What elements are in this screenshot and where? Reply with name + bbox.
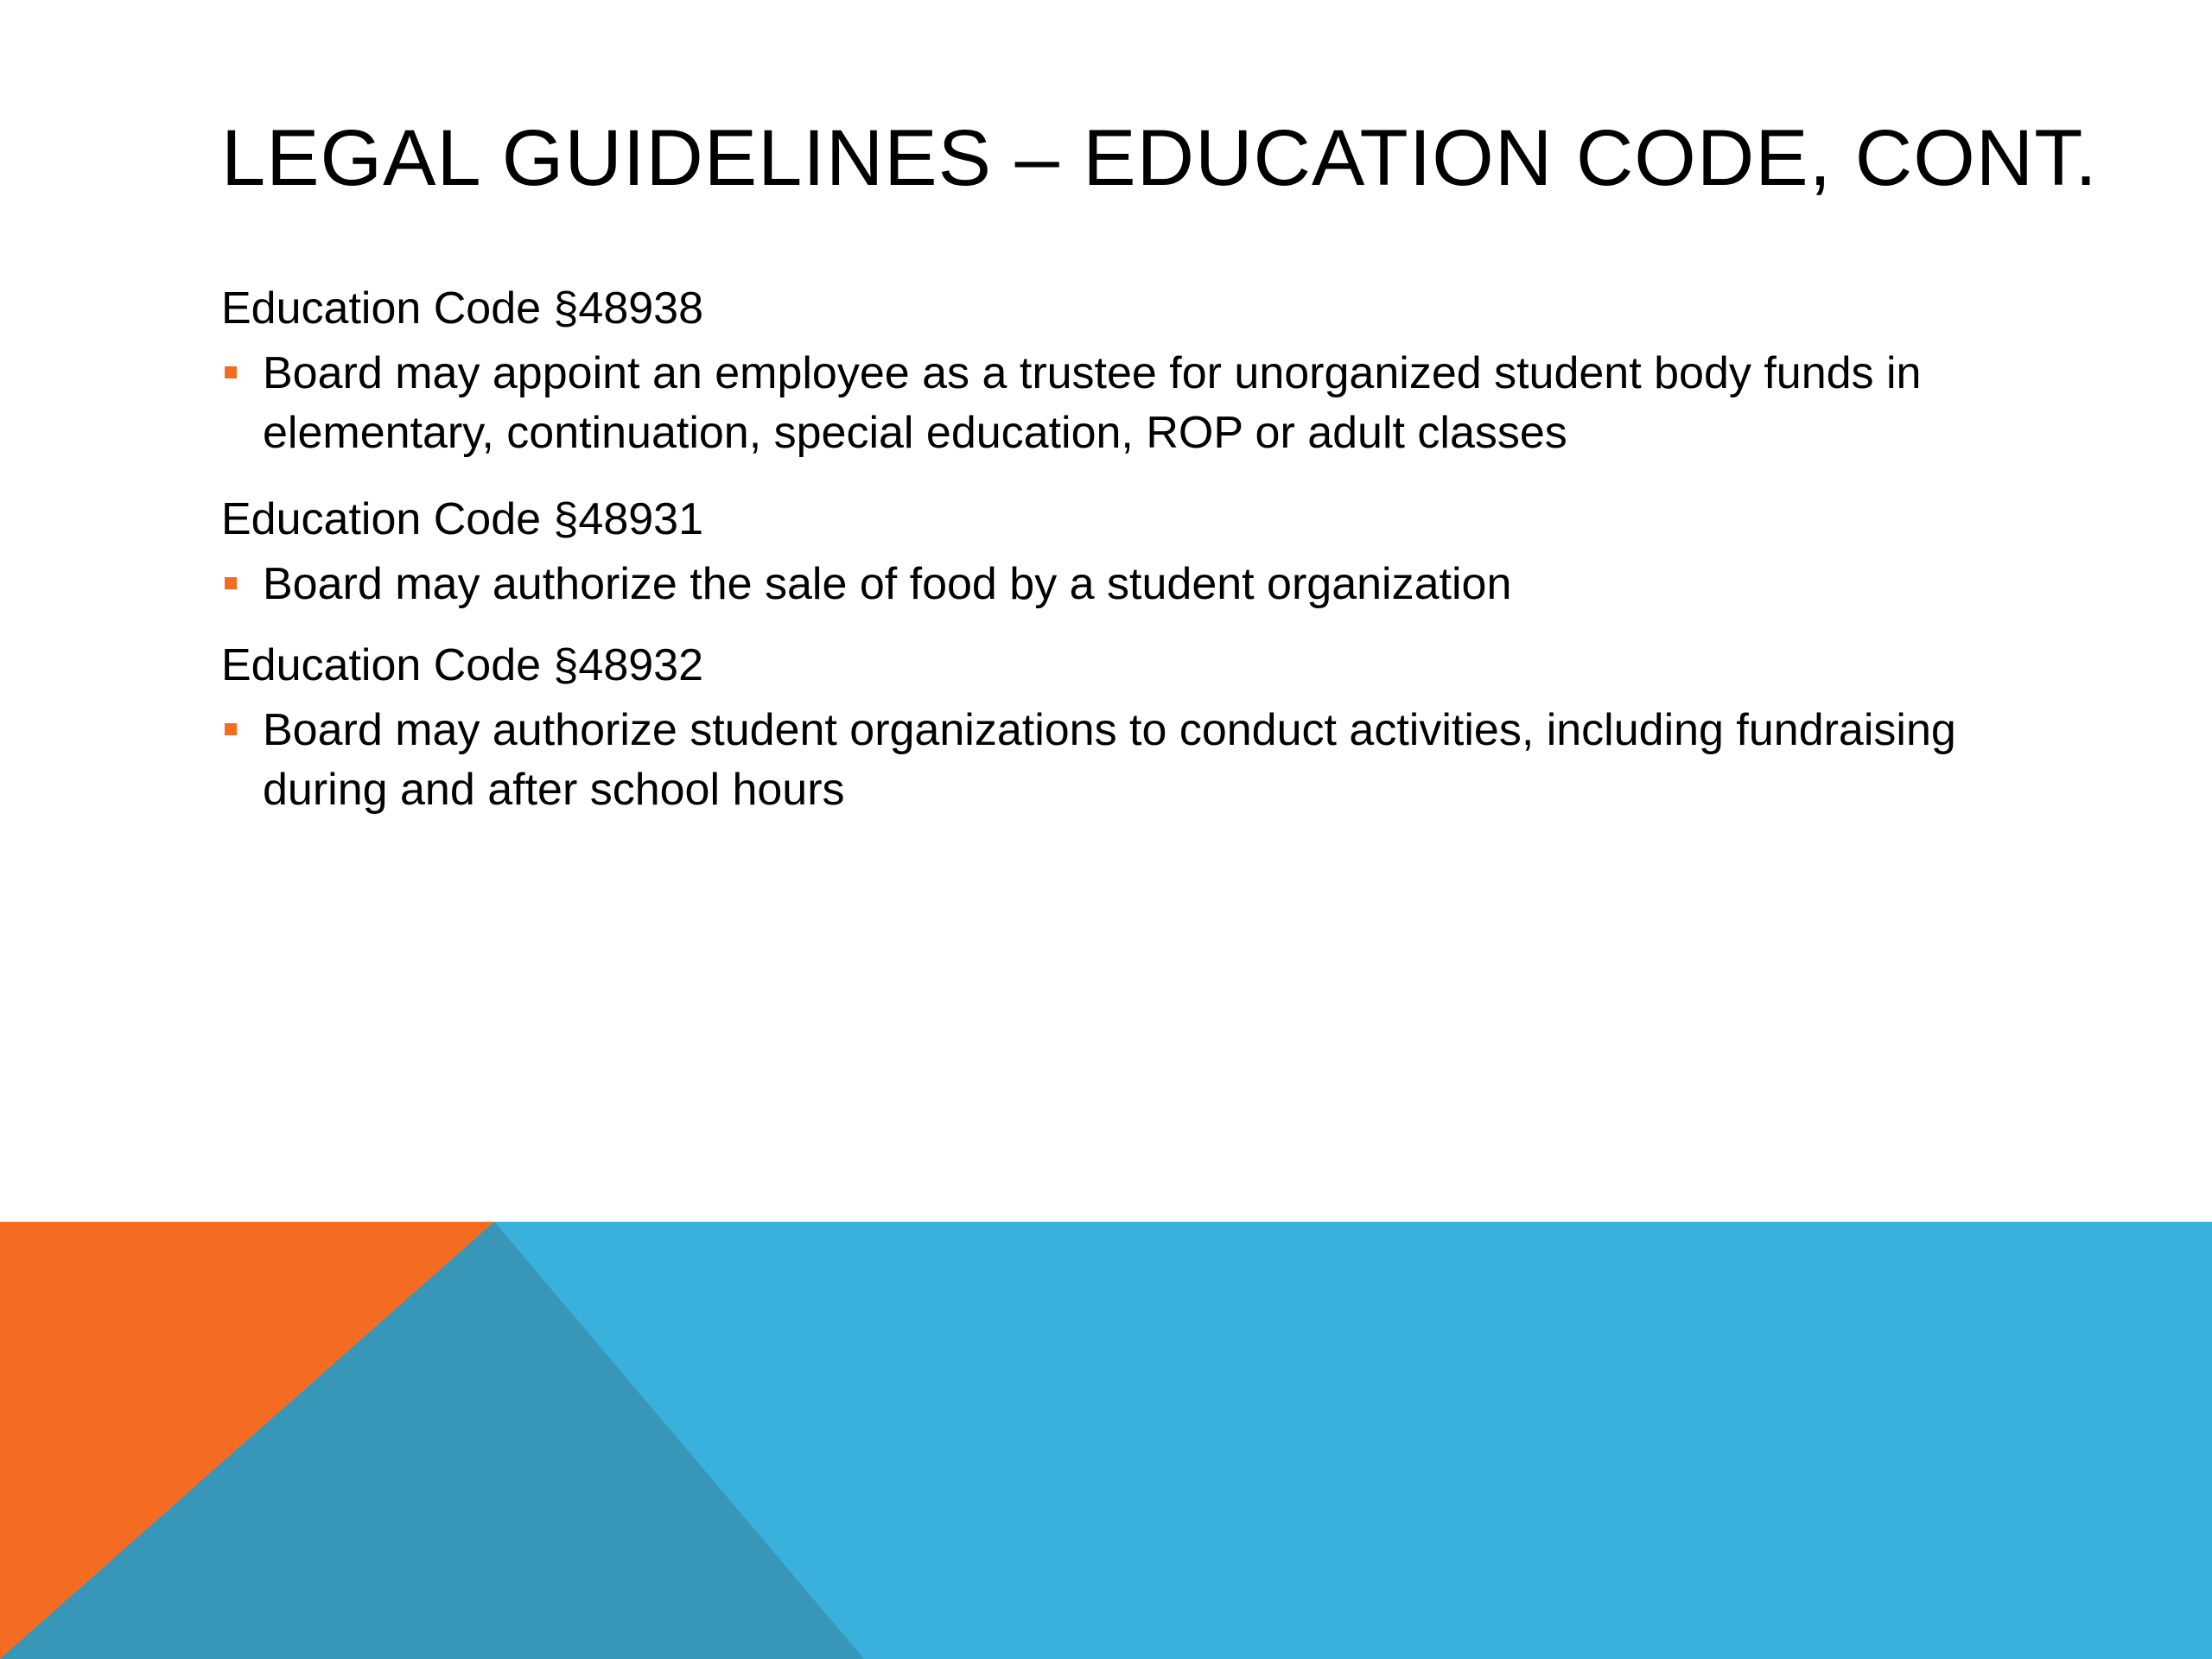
section-heading: Education Code §48938 <box>221 283 704 334</box>
bullet-text: Board may authorize the sale of food by a student organization <box>263 559 1512 609</box>
slide-title: LEGAL GUIDELINES – EDUCATION CODE, CONT. <box>221 114 2098 202</box>
section-heading: Education Code §48932 <box>221 640 704 690</box>
bullet-text: Board may authorize student organizations to conduct activities, including fundraising during and after school hours <box>263 705 1956 815</box>
bullet-text: Board may appoint an employee as a trustee for unorganized student body funds in elementary, continuation, special education, ROP or adult classes <box>263 348 1922 458</box>
section-heading: Education Code §48931 <box>221 494 704 544</box>
